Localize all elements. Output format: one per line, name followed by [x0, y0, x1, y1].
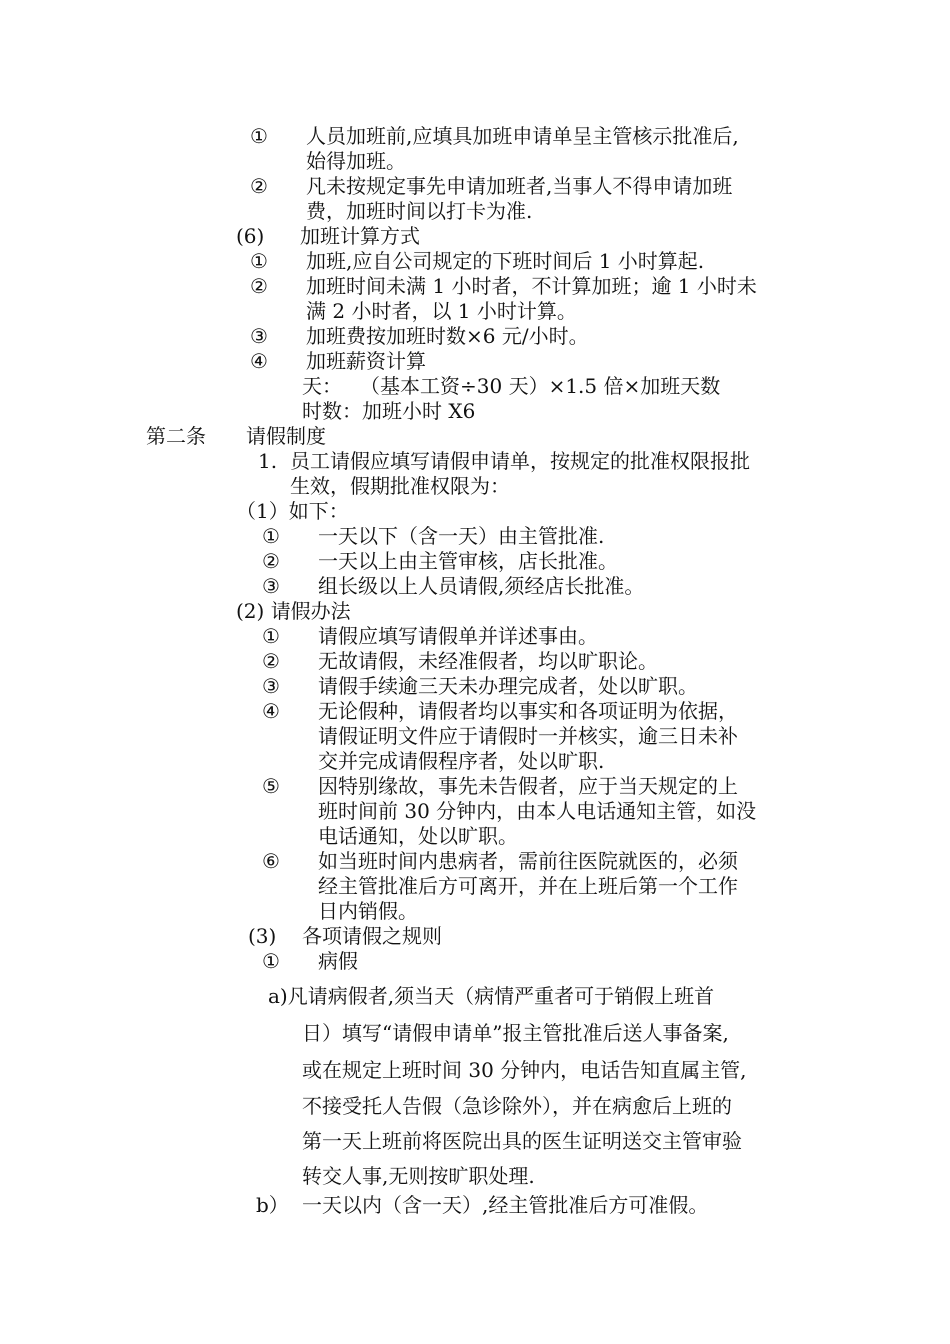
section-marker: (3): [248, 924, 277, 948]
list-marker: ①: [262, 624, 280, 648]
list-marker: 1.: [258, 449, 278, 473]
paragraph-line: 转交人事,无则按旷职处理.: [302, 1164, 535, 1188]
list-marker: ①: [262, 949, 280, 973]
list-item-text: 组长级以上人员请假,须经店长批准。: [318, 574, 645, 598]
formula-label: 天：: [302, 374, 342, 398]
list-item-text: 凡未按规定事先申请加班者,当事人不得申请加班: [306, 174, 733, 198]
list-item-text: 加班,应自公司规定的下班时间后 1 小时算起.: [306, 249, 705, 273]
list-item-text: 交并完成请假程序者，处以旷职.: [318, 749, 605, 773]
formula-text: 时数：加班小时 X6: [302, 399, 476, 423]
list-item-text: 加班时间未满 1 小时者，不计算加班；逾 1 小时未: [306, 274, 757, 298]
paragraph-line: 日）填写“请假申请单”报主管批准后送人事备案,: [302, 1021, 729, 1045]
list-item-text: 因特别缘故，事先未告假者，应于当天规定的上: [318, 774, 738, 798]
list-item-text: 加班费按加班时数×6 元/小时。: [306, 324, 589, 348]
paragraph-line: 或在规定上班时间 30 分钟内，电话告知直属主管,: [302, 1058, 747, 1082]
article-title: 请假制度: [246, 424, 326, 448]
section-heading: （1）如下：: [236, 499, 349, 523]
list-marker: ⑤: [262, 774, 280, 798]
list-marker: ①: [250, 249, 268, 273]
list-marker: ④: [262, 699, 280, 723]
list-item-text: 费，加班时间以打卡为准.: [306, 199, 533, 223]
list-item-text: 请假应填写请假单并详述事由。: [318, 624, 598, 648]
list-item-text: 一天以下（含一天）由主管批准.: [318, 524, 605, 548]
list-marker: ①: [262, 524, 280, 548]
list-marker: ③: [262, 674, 280, 698]
list-item-text: 生效，假期批准权限为：: [290, 474, 510, 498]
list-marker: ③: [250, 324, 268, 348]
list-item-text: 病假: [318, 949, 358, 973]
list-item-text: 班时间前 30 分钟内，由本人电话通知主管，如没: [318, 799, 757, 823]
list-marker: ②: [262, 649, 280, 673]
paragraph-line: 不接受托人告假（急诊除外），并在病愈后上班的: [302, 1094, 732, 1118]
list-item-text: 如当班时间内患病者，需前往医院就医的，必须: [318, 849, 738, 873]
list-item-text: 无论假种，请假者均以事实和各项证明为依据，: [318, 699, 738, 723]
list-marker: ①: [250, 124, 268, 148]
list-item-text: 经主管批准后方可离开，并在上班后第一个工作: [318, 874, 738, 898]
paragraph-line: a)凡请病假者,须当天（病情严重者可于销假上班首: [268, 984, 715, 1008]
list-item-text: 一天以上由主管审核，店长批准。: [318, 549, 618, 573]
list-item-text: 日内销假。: [318, 899, 418, 923]
formula-text: （基本工资÷30 天）×1.5 倍×加班天数: [360, 374, 721, 398]
list-item-text: 始得加班。: [306, 149, 406, 173]
list-marker: ②: [250, 174, 268, 198]
section-heading: 各项请假之规则: [302, 924, 442, 948]
paragraph-line: 第一天上班前将医院出具的医生证明送交主管审验: [302, 1129, 742, 1153]
list-item-text: 员工请假应填写请假申请单，按规定的批准权限报批: [290, 449, 750, 473]
list-marker: ④: [250, 349, 268, 373]
list-marker: ②: [250, 274, 268, 298]
section-heading: (2) 请假办法: [236, 599, 351, 623]
list-item-text: 请假证明文件应于请假时一并核实，逾三日未补: [318, 724, 738, 748]
list-item-text: 人员加班前,应填具加班申请单呈主管核示批准后,: [306, 124, 739, 148]
list-marker: ②: [262, 549, 280, 573]
list-item-text: 加班薪资计算: [306, 349, 426, 373]
section-heading: 加班计算方式: [300, 224, 420, 248]
list-marker: b）: [256, 1193, 289, 1217]
list-marker: ⑥: [262, 849, 280, 873]
list-item-text: 无故请假，未经准假者，均以旷职论。: [318, 649, 658, 673]
list-item-text: 电话通知，处以旷职。: [318, 824, 518, 848]
list-marker: ③: [262, 574, 280, 598]
list-item-text: 请假手续逾三天未办理完成者，处以旷职。: [318, 674, 698, 698]
article-number: 第二条: [146, 424, 206, 448]
list-item-text: 满 2 小时者，以 1 小时计算。: [306, 299, 577, 323]
section-marker: (6): [236, 224, 265, 248]
list-item-text: 一天以内（含一天）,经主管批准后方可准假。: [302, 1193, 709, 1217]
